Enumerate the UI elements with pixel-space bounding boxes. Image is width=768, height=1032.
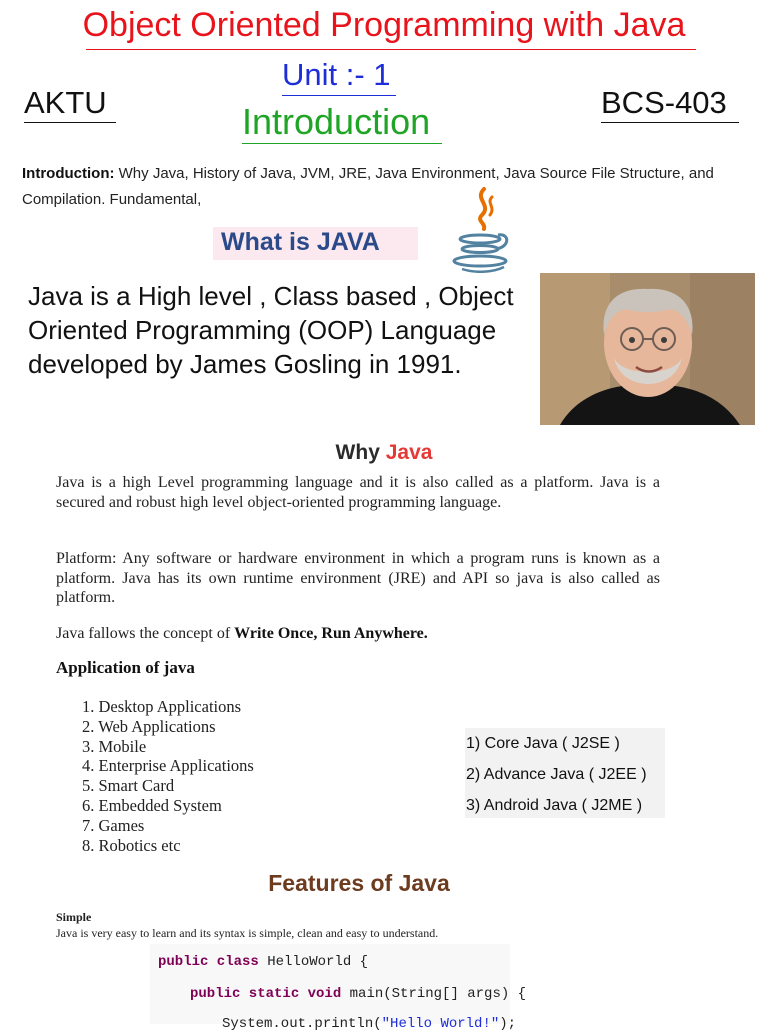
syllabus-label: Introduction:: [22, 165, 115, 182]
james-gosling-photo: [540, 273, 755, 425]
syllabus-topics: Why Java, History of Java, JVM, JRE, Java Environment, Java Source File Structure, and Compilation. Fundamental,: [22, 165, 714, 208]
code-text: main(String[] args) {: [341, 986, 527, 1002]
applications-list: [82, 697, 254, 855]
code-keyword: public static void: [190, 986, 342, 1002]
course-code-underline: [601, 122, 739, 123]
simple-feature-heading: Simple: [56, 910, 92, 924]
code-string: "Hello World!": [381, 1016, 500, 1032]
unit-label: Unit :- 1: [282, 57, 391, 92]
why-java-heading-highlight: Java: [385, 441, 433, 464]
code-text: );: [499, 1016, 517, 1032]
course-code: BCS-403: [601, 85, 727, 120]
why-java-heading: [0, 441, 768, 465]
list-item: 6. Embedded System: [82, 795, 222, 815]
code-text: HelloWorld {: [258, 954, 369, 970]
code-line-2: [190, 986, 526, 1002]
why-java-paragraph-2: Platform: Any software or hardware environment in which a program runs is known as a platform. Java has its own runtime environment (JRE) and API so java is also called as platform.: [56, 550, 660, 606]
title-underline: [86, 49, 696, 50]
java-editions-list: [466, 728, 647, 821]
wora-prefix: Java fallows the concept of: [56, 625, 235, 642]
list-item: 8. Robotics etc: [82, 835, 181, 855]
list-item: 7. Games: [82, 815, 145, 835]
edition-item: 1) Core Java ( J2SE ): [466, 735, 620, 752]
wora-bold: Write Once, Run Anywhere.: [234, 625, 428, 642]
university-underline: [24, 122, 116, 123]
applications-heading: Application of java: [56, 658, 195, 677]
why-java-paragraph-3: [56, 624, 660, 644]
what-is-java-heading: What is JAVA: [221, 228, 380, 256]
list-item: 2. Web Applications: [82, 716, 216, 736]
syllabus-text: [22, 161, 752, 213]
simple-feature-text: Java is very easy to learn and its syntax is simple, clean and easy to understand.: [56, 926, 439, 940]
java-description: Java is a High level , Class based , Object Oriented Programming (OOP) Language developed by James Gosling in 1991.: [28, 281, 514, 379]
unit-underline: [282, 95, 396, 96]
list-item: 1. Desktop Applications: [82, 697, 242, 716]
university-label: AKTU: [24, 85, 107, 120]
list-item: 5. Smart Card: [82, 776, 175, 796]
page-title: Object Oriented Programming with Java: [82, 6, 686, 44]
java-coffee-cup-icon: [448, 183, 518, 273]
why-java-paragraph-1: Java is a high Level programming language and it is also called as a platform. Java is a secured and robust high level object-oriented programming language.: [56, 474, 660, 511]
list-item: 4. Enterprise Applications: [82, 756, 254, 776]
code-keyword: public class: [158, 954, 259, 970]
features-heading: Features of Java: [268, 870, 450, 896]
topic-underline: [242, 143, 442, 144]
edition-item: 2) Advance Java ( J2EE ): [466, 766, 647, 783]
code-text: System.out.println(: [222, 1016, 382, 1032]
topic-title: Introduction: [242, 101, 431, 142]
edition-item: 3) Android Java ( J2ME ): [466, 797, 643, 814]
code-line-3: [222, 1016, 516, 1032]
code-line-1: [158, 954, 368, 970]
why-java-heading-prefix: Why: [335, 441, 386, 464]
list-item: 3. Mobile: [82, 736, 147, 756]
